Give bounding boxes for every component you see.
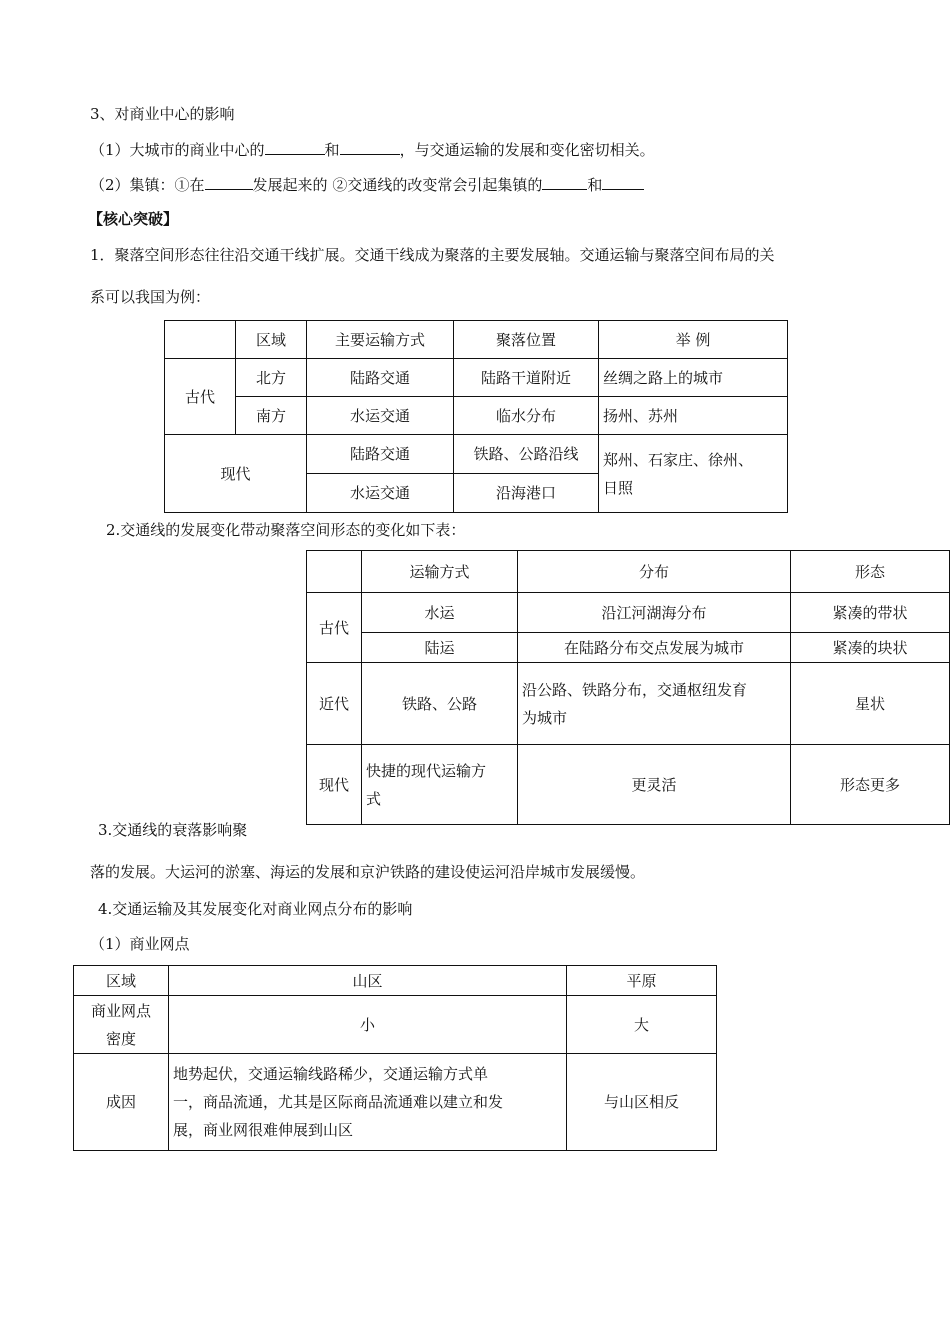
question-2-text-b: 发展起来的 ②交通线的改变常会引起集镇的 [252,176,543,194]
question-1-text-b: 和 [324,141,340,159]
table-cell: 沿海港口 [454,474,599,513]
table-cell: 临水分布 [454,397,599,435]
table-cell: 沿江河湖海分布 [518,593,791,633]
table-cell: 铁路、公路沿线 [454,435,599,474]
table-row [307,633,950,663]
cell-line: 沿公路、铁路分布，交通枢纽发育 [522,680,748,699]
table-cell: 陆路交通 [307,359,454,397]
table-cell: 在陆路分布交点发展为城市 [518,633,791,663]
table-cell [307,551,362,593]
table-header-cell: 分布 [518,551,791,593]
table-row [165,359,788,397]
cell-line: 商业网点 [90,1001,151,1020]
cell-line: 式 [366,789,382,808]
table-row [165,435,788,474]
table-header-cell: 区域 [74,966,169,996]
cell-line: 地势起伏，交通运输线路稀少，交通运输方式单 [173,1065,489,1083]
table-cell: 更灵活 [518,745,791,825]
table-cell [169,1054,567,1151]
modern-example-cell [599,435,788,513]
cell-line: 快捷的现代运输方 [366,761,487,780]
question-1-text-c: ，与交通运输的发展和变化密切相关。 [399,141,655,159]
table-cell: 陆路干道附近 [454,359,599,397]
row-label-cell: 成因 [74,1054,169,1151]
fill-blank[interactable] [340,139,400,155]
table-cell: 紧凑的块状 [791,633,950,663]
era-cell-modern: 现代 [307,745,362,825]
table-header-cell: 区域 [236,321,307,359]
paragraph-3-line-2: 落的发展。大运河的淤塞、海运的发展和京沪铁路的建设使运河沿岸城市发展缓慢。 [90,863,646,881]
table-cell [165,321,236,359]
fill-blank[interactable] [205,174,253,190]
paragraph-4: 4.交通运输及其发展变化对商业网点分布的影响 [98,900,413,918]
table-cell: 陆路交通 [307,435,454,474]
cell-line: 展，商业网很难伸展到山区 [173,1121,354,1139]
table-cell: 水运 [362,593,518,633]
table-cell: 铁路、公路 [362,663,518,745]
row-label-cell [74,996,169,1054]
table-header-cell: 举 例 [599,321,788,359]
table-cell: 星状 [791,663,950,745]
cell-line: 密度 [105,1029,136,1048]
section3-title: 3、对商业中心的影响 [90,105,235,123]
table-commercial-network [73,965,717,1151]
table-header-row [165,321,788,359]
era-cell-ancient: 古代 [307,593,362,663]
table-cell [362,745,518,825]
table-settlement-form [306,550,950,825]
table-cell: 陆运 [362,633,518,663]
table-row [307,593,950,633]
paragraph-1-line-2: 系可以我国为例： [90,288,211,306]
table-cell: 水运交通 [307,397,454,435]
table-cell: 水运交通 [307,474,454,513]
era-cell-modern: 现代 [165,435,307,513]
paragraph-3-line-1: 3.交通线的衰落影响聚 [98,821,248,839]
question-2 [90,174,644,195]
table-header-cell: 形态 [791,551,950,593]
table-row [307,745,950,825]
question-2-text-c: 和 [587,176,603,194]
table-row [307,663,950,745]
table-cell: 大 [567,996,717,1054]
table-header-cell: 运输方式 [362,551,518,593]
era-cell-recent: 近代 [307,663,362,745]
fill-blank[interactable] [265,139,325,155]
core-heading: 【核心突破】 [88,210,179,228]
question-1-text-a: （1）大城市的商业中心的 [90,141,265,159]
table-header-cell: 主要运输方式 [307,321,454,359]
paragraph-1-line-1: 1．聚落空间形态往往沿交通干线扩展。交通干线成为聚落的主要发展轴。交通运输与聚落空间布局的关 [90,246,775,264]
paragraph-2: 2.交通线的发展变化带动聚落空间形态的变化如下表： [106,521,466,539]
table-cell: 小 [169,996,567,1054]
table-header-cell: 山区 [169,966,567,996]
paragraph-4-sub: （1）商业网点 [90,935,190,953]
table-settlement-layout [164,320,788,513]
table-row [74,996,717,1054]
cell-line: 一，商品流通，尤其是区际商品流通难以建立和发 [173,1093,504,1111]
table-header-row [74,966,717,996]
table-cell: 扬州、苏州 [599,397,788,435]
region-cell: 南方 [236,397,307,435]
table-cell: 形态更多 [791,745,950,825]
region-cell: 北方 [236,359,307,397]
table-cell: 紧凑的带状 [791,593,950,633]
table-header-cell: 聚落位置 [454,321,599,359]
table-header-row [307,551,950,593]
table-cell [518,663,791,745]
era-cell-ancient: 古代 [165,359,236,435]
question-1 [90,139,655,160]
table-cell: 丝绸之路上的城市 [599,359,788,397]
table-row [165,397,788,435]
cell-line: 郑州、石家庄、徐州、 [603,450,754,469]
fill-blank[interactable] [542,174,587,190]
table-row [74,1054,717,1151]
question-2-text-a: （2）集镇：①在 [90,176,205,194]
cell-line: 日照 [603,478,634,497]
table-cell: 与山区相反 [567,1054,717,1151]
cell-line: 为城市 [522,708,568,727]
fill-blank[interactable] [602,174,644,190]
table-header-cell: 平原 [567,966,717,996]
